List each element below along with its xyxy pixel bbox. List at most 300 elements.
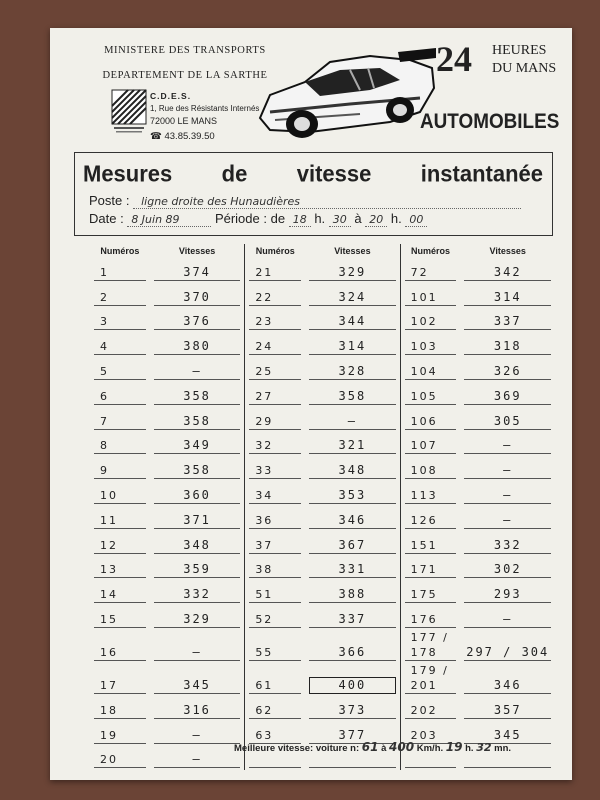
car-number: 19	[94, 728, 146, 744]
car-number: 8	[94, 438, 146, 454]
speed-value: 293	[464, 587, 551, 603]
car-number: 32	[249, 438, 301, 454]
car-number: 55	[249, 645, 301, 661]
speed-cell	[150, 605, 245, 630]
org-address	[150, 90, 259, 143]
best-speed: 400	[389, 740, 415, 754]
speed-cell	[460, 696, 555, 721]
car-number-cell	[90, 556, 150, 581]
car-number: 106	[405, 414, 457, 430]
car-number-cell	[245, 605, 305, 630]
race-car-icon	[250, 40, 440, 145]
speed-cell	[460, 580, 555, 605]
speed-value: 358	[309, 389, 395, 405]
speed-value: 388	[309, 587, 395, 603]
car-number-cell	[400, 432, 460, 457]
car-number-cell	[90, 506, 150, 531]
speed-cell	[305, 357, 400, 382]
car-number: 36	[249, 513, 301, 529]
form-sheet	[50, 28, 572, 780]
car-number: 23	[249, 314, 301, 330]
column-header-numeros: Numéros	[400, 244, 460, 258]
speed-value: 357	[464, 703, 551, 719]
speed-value: —	[464, 488, 551, 504]
car-number-cell	[245, 663, 305, 696]
car-number-cell	[245, 531, 305, 556]
speed-cell	[305, 630, 400, 663]
speed-value: —	[464, 513, 551, 529]
speed-value: —	[464, 612, 551, 628]
speed-value: —	[154, 645, 240, 661]
car-number: 25	[249, 364, 301, 380]
car-number: 175	[405, 587, 457, 603]
speed-cell	[305, 258, 400, 283]
car-number	[405, 767, 457, 768]
car-number: 10	[94, 488, 146, 504]
table-header-row	[90, 244, 555, 258]
car-number-cell	[400, 663, 460, 696]
car-number-cell	[90, 663, 150, 696]
speed-cell	[460, 332, 555, 357]
speed-cell	[460, 556, 555, 581]
car-number: 29	[249, 414, 301, 430]
car-number-cell	[245, 308, 305, 333]
speed-value: 348	[154, 538, 240, 554]
speed-cell	[305, 556, 400, 581]
speed-cell	[460, 456, 555, 481]
car-number-cell	[90, 382, 150, 407]
speed-cell	[305, 506, 400, 531]
column-header-numeros: Numéros	[100, 246, 140, 256]
speed-value: 380	[154, 339, 240, 355]
car-number-cell	[245, 432, 305, 457]
speed-cell	[150, 580, 245, 605]
car-number: 203	[405, 728, 457, 744]
speed-cell	[305, 663, 400, 696]
h-label: h.	[314, 211, 326, 226]
car-number-cell	[400, 506, 460, 531]
car-number: 37	[249, 538, 301, 554]
car-number-cell	[400, 308, 460, 333]
speed-value: 316	[154, 703, 240, 719]
car-number-cell	[90, 283, 150, 308]
speed-value: 366	[309, 645, 395, 661]
car-number: 21	[249, 265, 301, 281]
column-header-numeros: Numéros	[245, 244, 305, 258]
car-number-cell	[245, 258, 305, 283]
car-number: 4	[94, 339, 146, 355]
car-number-cell	[400, 283, 460, 308]
speed-value: —	[464, 463, 551, 479]
speed-value: 332	[154, 587, 240, 603]
car-number-cell	[245, 556, 305, 581]
speed-cell	[305, 382, 400, 407]
speed-value: 342	[464, 265, 551, 281]
car-number: 108	[405, 463, 457, 479]
car-number: 72	[405, 265, 457, 281]
speed-cell	[150, 456, 245, 481]
speed-cell	[150, 283, 245, 308]
start-minute: 30	[329, 213, 351, 227]
speed-value: 359	[154, 562, 240, 578]
car-number: 5	[94, 364, 146, 380]
form-title-box	[74, 152, 553, 236]
car-number: 38	[249, 562, 301, 578]
speed-cell	[460, 283, 555, 308]
ministry-name: MINISTERE DES TRANSPORTS	[104, 45, 266, 56]
title-word: de	[221, 160, 248, 187]
speed-cell	[460, 605, 555, 630]
date-label: Date :	[89, 211, 124, 226]
car-number: 61	[249, 678, 301, 694]
a-label: à	[354, 211, 362, 226]
table-row	[90, 357, 555, 382]
car-number: 177 / 178	[405, 630, 457, 661]
event-24: 24	[436, 39, 472, 79]
table-row	[90, 258, 555, 283]
speed-value: 314	[309, 339, 395, 355]
car-number-cell	[400, 456, 460, 481]
car-number-cell	[400, 696, 460, 721]
speed-value: 337	[464, 314, 551, 330]
column-header-vitesses: Vitesses	[489, 246, 526, 256]
speed-cell	[305, 407, 400, 432]
speed-cell	[150, 407, 245, 432]
speed-cell	[305, 531, 400, 556]
car-number-cell	[90, 432, 150, 457]
car-number-cell	[400, 556, 460, 581]
car-number-cell	[400, 258, 460, 283]
table-row	[90, 531, 555, 556]
table-row	[90, 663, 555, 696]
speed-value: 358	[154, 414, 240, 430]
speed-value	[309, 767, 395, 768]
poste-value: ligne droite des Hunaudières	[133, 195, 521, 209]
car-number: 102	[405, 314, 457, 330]
column-header-vitesses: Vitesses	[178, 246, 216, 256]
speed-value: 348	[309, 463, 395, 479]
best-a: à	[381, 743, 387, 754]
car-number: 20	[94, 752, 146, 768]
car-number: 15	[94, 612, 146, 628]
car-number: 101	[405, 290, 457, 306]
car-number: 18	[94, 703, 146, 719]
car-number: 107	[405, 438, 457, 454]
speed-cell	[150, 696, 245, 721]
phone-icon: ☎	[150, 131, 162, 142]
speed-cell	[305, 332, 400, 357]
speed-value: 374	[154, 265, 240, 281]
speed-value: 358	[154, 389, 240, 405]
car-number-cell	[245, 630, 305, 663]
car-number: 103	[405, 339, 457, 355]
car-number: 14	[94, 587, 146, 603]
date-value: 8 Juin 89	[127, 213, 211, 227]
speed-cell	[150, 332, 245, 357]
speed-cell	[150, 258, 245, 283]
end-minute: 00	[405, 213, 427, 227]
speed-value: 344	[309, 314, 395, 330]
speed-cell	[460, 531, 555, 556]
start-hour: 18	[289, 213, 311, 227]
speed-value: 358	[154, 463, 240, 479]
de-label: de	[270, 211, 286, 226]
speed-cell	[150, 663, 245, 696]
speed-cell	[305, 308, 400, 333]
car-number-cell	[400, 580, 460, 605]
speed-cell	[150, 746, 245, 771]
org-city: 72000 LE MANS	[150, 116, 218, 126]
speed-cell	[460, 481, 555, 506]
car-number-cell	[245, 357, 305, 382]
speed-value: 305	[464, 414, 551, 430]
speed-cell	[150, 357, 245, 382]
car-number: 179 / 201	[405, 663, 457, 694]
best-label: Meilleure vitesse: voiture n:	[234, 743, 360, 754]
car-number-cell	[400, 531, 460, 556]
department-name: DEPARTEMENT DE LA SARTHE	[102, 70, 268, 81]
car-number: 126	[405, 513, 457, 529]
speed-cell	[150, 531, 245, 556]
speed-value	[464, 767, 551, 768]
speed-cell	[460, 382, 555, 407]
speed-value: 314	[464, 290, 551, 306]
car-number: 3	[94, 314, 146, 330]
table-row	[90, 308, 555, 333]
car-number-cell	[245, 456, 305, 481]
table-row	[90, 481, 555, 506]
car-number: 7	[94, 414, 146, 430]
car-number-cell	[90, 531, 150, 556]
speed-cell	[150, 630, 245, 663]
speed-value: 329	[154, 612, 240, 628]
car-number-cell	[90, 630, 150, 663]
car-number: 34	[249, 488, 301, 504]
car-number: 9	[94, 463, 146, 479]
car-number-cell	[245, 696, 305, 721]
speed-value: —	[154, 752, 240, 768]
speed-cell	[460, 630, 555, 663]
car-number-cell	[90, 332, 150, 357]
speed-cell	[150, 481, 245, 506]
column-header-vitesses: Vitesses	[334, 246, 371, 256]
speed-cell	[305, 605, 400, 630]
car-number-cell	[245, 506, 305, 531]
car-number	[249, 767, 301, 768]
speed-value: 400	[309, 677, 395, 694]
automobiles-label: AUTOMOBILES	[420, 110, 560, 133]
car-number-cell	[245, 580, 305, 605]
car-number: 27	[249, 389, 301, 405]
best-mn: mn.	[494, 743, 512, 754]
table-row	[90, 630, 555, 663]
speed-cell	[150, 382, 245, 407]
car-number: 6	[94, 389, 146, 405]
car-number: 12	[94, 538, 146, 554]
car-number-cell	[90, 308, 150, 333]
form-title	[83, 160, 543, 187]
speed-cell	[150, 432, 245, 457]
speed-cell	[460, 432, 555, 457]
car-number-cell	[245, 481, 305, 506]
car-number: 176	[405, 612, 457, 628]
speed-value: 331	[309, 562, 395, 578]
car-number: 22	[249, 290, 301, 306]
speed-value: —	[309, 414, 395, 430]
car-number: 24	[249, 339, 301, 355]
table-row	[90, 456, 555, 481]
speed-cell	[460, 308, 555, 333]
speed-value: 369	[464, 389, 551, 405]
speed-value: 373	[309, 703, 395, 719]
best-hour: 19	[445, 740, 463, 754]
event-heures: HEURES	[492, 43, 547, 58]
speed-table	[90, 244, 555, 770]
car-number: 2	[94, 290, 146, 306]
speed-value: 297 / 304	[466, 644, 550, 659]
speed-value: 370	[154, 290, 240, 306]
speed-value: —	[154, 364, 240, 380]
table-row	[90, 432, 555, 457]
speed-value: 337	[309, 612, 395, 628]
car-number: 63	[249, 728, 301, 744]
org-street: 1, Rue des Résistants Internés	[150, 104, 260, 113]
table-row	[90, 506, 555, 531]
speed-cell	[460, 506, 555, 531]
speed-value: 349	[154, 438, 240, 454]
car-number-cell	[400, 332, 460, 357]
car-number-cell	[90, 696, 150, 721]
car-number: 17	[94, 678, 146, 694]
speed-cell	[305, 580, 400, 605]
car-number-cell	[245, 382, 305, 407]
best-speed-line	[234, 740, 511, 754]
speed-cell	[460, 407, 555, 432]
car-number-cell	[400, 481, 460, 506]
car-number: 62	[249, 703, 301, 719]
best-min: 32	[476, 741, 492, 754]
speed-value: 377	[309, 728, 395, 744]
best-unit: Km/h.	[416, 743, 444, 754]
car-number-cell	[245, 283, 305, 308]
car-number-cell	[400, 357, 460, 382]
table-row	[90, 605, 555, 630]
speed-value: 326	[464, 364, 551, 380]
car-number-cell	[400, 382, 460, 407]
table-row	[90, 332, 555, 357]
speed-cell	[150, 721, 245, 746]
poste-line	[89, 193, 521, 209]
car-number-cell	[90, 580, 150, 605]
title-word: Mesures	[83, 160, 173, 187]
speed-value: 346	[464, 678, 551, 694]
speed-cell	[460, 357, 555, 382]
speed-value: 329	[309, 265, 395, 281]
h-label: h.	[390, 211, 402, 226]
speed-value: 302	[464, 562, 551, 578]
car-number: 105	[405, 389, 457, 405]
car-number-cell	[90, 258, 150, 283]
car-number: 171	[405, 562, 457, 578]
speed-value: 332	[464, 538, 551, 554]
speed-value: 345	[154, 678, 240, 694]
table-row	[90, 556, 555, 581]
speed-value: 328	[309, 364, 395, 380]
speed-value: 346	[309, 513, 395, 529]
car-number: 11	[94, 513, 146, 529]
car-number-cell	[90, 407, 150, 432]
event-du-mans: DU MANS	[492, 61, 557, 76]
cdes-logo-icon	[110, 88, 148, 134]
speed-value: 360	[154, 488, 240, 504]
speed-value: 353	[309, 488, 395, 504]
car-number-cell	[245, 407, 305, 432]
car-number: 51	[249, 587, 301, 603]
table-row	[90, 696, 555, 721]
speed-value: 321	[309, 438, 395, 454]
table-row	[90, 407, 555, 432]
speed-cell	[150, 556, 245, 581]
speed-cell	[305, 432, 400, 457]
car-number: 52	[249, 612, 301, 628]
car-number-cell	[90, 746, 150, 771]
table-row	[90, 382, 555, 407]
title-word: instantanée	[420, 160, 543, 187]
speed-value: 371	[154, 513, 240, 529]
car-number-cell	[90, 605, 150, 630]
car-number: 202	[405, 703, 457, 719]
car-number: 13	[94, 562, 146, 578]
periode-label: Période :	[214, 211, 267, 226]
car-number-cell	[400, 605, 460, 630]
car-number-cell	[90, 481, 150, 506]
car-number-cell	[400, 630, 460, 663]
speed-value: 318	[464, 339, 551, 355]
speed-cell	[150, 506, 245, 531]
car-number: 113	[405, 488, 457, 504]
table-row	[90, 283, 555, 308]
date-line	[89, 211, 427, 227]
speed-cell	[305, 456, 400, 481]
best-h: h.	[465, 743, 474, 754]
speed-value: 345	[464, 728, 551, 744]
poste-label: Poste :	[89, 193, 130, 208]
end-hour: 20	[365, 213, 387, 227]
speed-value: —	[464, 438, 551, 454]
speed-value: 376	[154, 314, 240, 330]
best-car: 61	[361, 740, 379, 754]
car-number: 33	[249, 463, 301, 479]
car-number-cell	[90, 456, 150, 481]
speed-cell	[150, 308, 245, 333]
car-number: 151	[405, 538, 457, 554]
speed-cell	[305, 696, 400, 721]
car-number: 104	[405, 364, 457, 380]
car-number: 16	[94, 645, 146, 661]
speed-cell	[460, 258, 555, 283]
org-name: C.D.E.S.	[150, 91, 192, 101]
car-number-cell	[90, 357, 150, 382]
car-number-cell	[400, 407, 460, 432]
org-phone: 43.85.39.50	[164, 131, 215, 142]
speed-cell	[305, 283, 400, 308]
speed-value: 367	[309, 538, 395, 554]
title-word: vitesse	[296, 160, 372, 187]
speed-cell	[305, 481, 400, 506]
speed-value: 324	[309, 290, 395, 306]
table-row	[90, 580, 555, 605]
car-number-cell	[245, 332, 305, 357]
